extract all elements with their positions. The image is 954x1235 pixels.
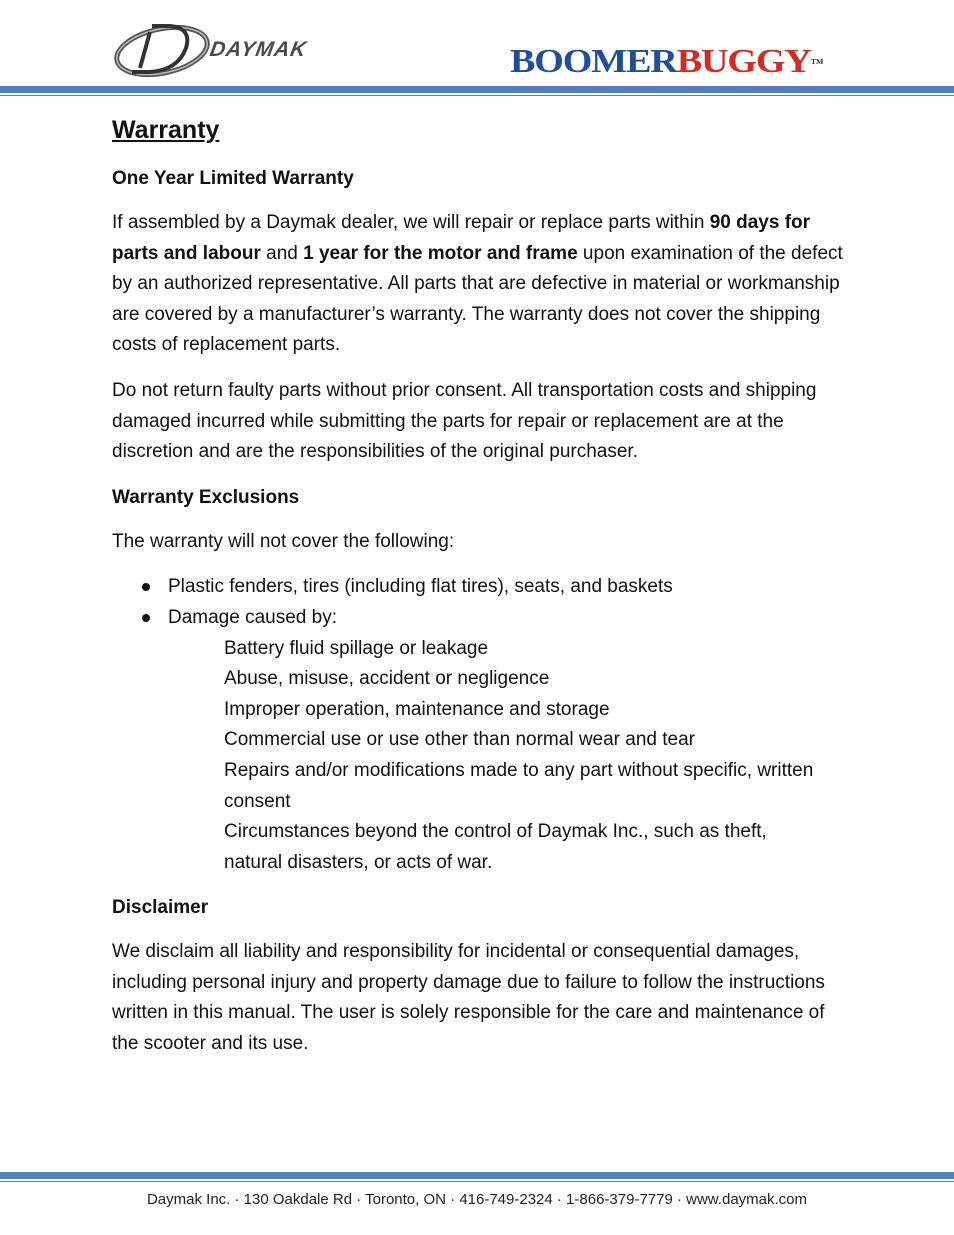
header-rule <box>0 86 954 96</box>
damage-item: Commercial use or use other than normal wear and tear <box>224 729 696 751</box>
buggy-wordmark: BUGGY <box>676 43 811 80</box>
page-header <box>0 0 954 96</box>
list-item: Damage caused by: Battery fluid spillage or leakage Abuse, misuse, accident or negligence Improper operation, maintenance and storage Commercial use or use other than normal wear and tear Repairs and/or modifications made to any part without specific, written consent Circumstances beyond the control of Daymak Inc., such as theft, natural disasters, or acts of war. <box>112 603 847 878</box>
boomer-wordmark: BOOMER <box>510 43 677 80</box>
damage-item: Abuse, misuse, accident or negligence <box>224 668 550 690</box>
damage-item: Battery fluid spillage or leakage <box>224 637 489 659</box>
list-item: Plastic fenders, tires (including flat tires), seats, and baskets <box>112 572 847 603</box>
footer-rule <box>0 1172 954 1182</box>
damage-item: Repairs and/or modifications made to any part without specific, written consent <box>224 759 814 812</box>
page-footer: Daymak Inc. · 130 Oakdale Rd · Toronto, ON · 416-749-2324 · 1-866-379-7779 · www.daymak.com <box>146 1191 808 1208</box>
disclaimer-heading: Disclaimer <box>112 897 209 919</box>
page-title: Warranty <box>112 116 220 144</box>
boomerbuggy-logo <box>510 42 936 82</box>
damage-item: Circumstances beyond the control of Daymak Inc., such as theft, natural disasters, or acts of war. <box>224 821 767 873</box>
trademark-mark: TM <box>810 58 824 66</box>
motor-frame-term: 1 year for the motor and frame <box>303 242 578 264</box>
daymak-logo <box>112 18 337 80</box>
bullet-icon <box>142 583 150 591</box>
daymak-wordmark: DAYMAK <box>208 38 309 61</box>
document-body <box>112 112 847 1075</box>
bullet-icon <box>142 614 150 622</box>
faulty-parts-paragraph: Do not return faulty parts without prior consent. All transportation costs and shipping damaged incurred while submitting the parts for repair or replacement are at the discretion and are the responsibilities of the original purchaser. <box>112 379 817 463</box>
exclusions-list <box>112 572 847 878</box>
parts-labour-term: 90 days for parts and labour <box>112 212 811 264</box>
damage-item: Improper operation, maintenance and storage <box>224 698 610 720</box>
limited-warranty-heading: One Year Limited Warranty <box>112 168 354 189</box>
damage-causes-list <box>168 634 847 879</box>
disclaimer-paragraph: We disclaim all liability and responsibility for incidental or consequential damages, including personal injury and property damage due to failure to follow the instructions written in this manual. The user is solely responsible for the care and maintenance of the scooter and its use. <box>112 941 825 1055</box>
limited-warranty-paragraph: If assembled by a Daymak dealer, we will repair or replace parts within 90 days for parts and labour and 1 year for the motor and frame upon examination of the defect by an authorized representative. All parts that are defective in material or workmanship are covered by a manufacturer’s warranty. The warranty does not cover the shipping costs of replacement parts. <box>112 212 843 356</box>
daymak-swoosh-icon <box>112 18 222 80</box>
exclusions-intro: The warranty will not cover the following: <box>112 530 455 552</box>
exclusions-heading: Warranty Exclusions <box>112 486 300 508</box>
